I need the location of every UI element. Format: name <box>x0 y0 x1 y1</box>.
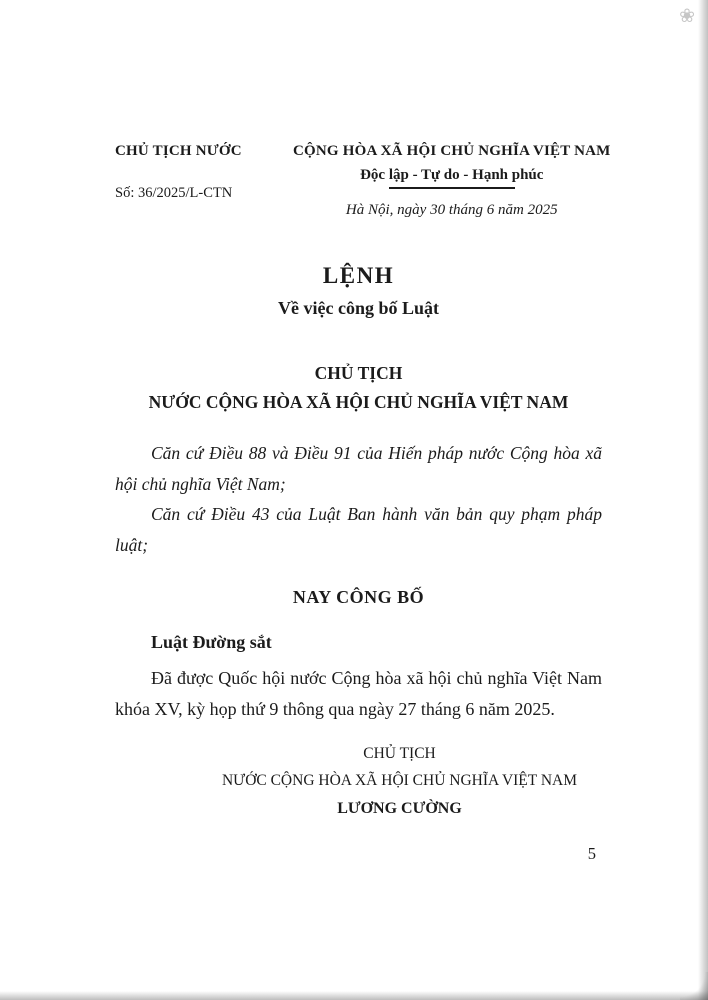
document-number: Số: 36/2025/L-CTN <box>115 185 233 201</box>
signer-title: CHỦ TỊCH <box>363 744 436 762</box>
place-date-line: Hà Nội, ngày 30 tháng 6 năm 2025 <box>345 202 558 218</box>
page-edge-right <box>698 0 708 1000</box>
legal-basis-1: Căn cứ Điều 88 và Điều 91 của Hiến pháp nước Cộng hòa xã hội chủ nghĩa Việt Nam; <box>115 442 602 494</box>
page-edge-corner <box>680 972 708 1000</box>
document-content <box>115 143 611 864</box>
page-edge-bottom <box>0 991 708 1000</box>
issuer-country: NƯỚC CỘNG HÒA XÃ HỘI CHỦ NGHĨA VIỆT NAM <box>148 392 569 413</box>
page-number: 5 <box>587 844 596 864</box>
passage-paragraph: Đã được Quốc hội nước Cộng hòa xã hội chủ nghĩa Việt Nam khóa XV, kỳ họp thứ 9 thông qua ngày 27 tháng 6 năm 2025. <box>115 667 602 720</box>
signature-block <box>187 740 612 825</box>
motto-underline <box>389 187 515 189</box>
issuer-title: CHỦ TỊCH <box>314 363 403 383</box>
signer-name: LƯƠNG CƯỜNG <box>337 800 462 818</box>
document-subtitle: Về việc công bố Luật <box>278 298 439 318</box>
legal-basis-2: Căn cứ Điều 43 của Luật Ban hành văn bản quy phạm pháp luật; <box>115 504 602 556</box>
flower-icon: ❀ <box>679 5 695 27</box>
document-header <box>115 143 611 219</box>
law-name: Luật Đường sắt <box>151 631 272 652</box>
issuing-authority: CHỦ TỊCH NƯỚC <box>115 143 242 159</box>
issuer-block <box>115 359 602 418</box>
header-right <box>275 143 611 219</box>
header-left <box>115 143 275 202</box>
proclamation-heading: NAY CÔNG BỐ <box>292 586 425 607</box>
signer-org: NƯỚC CỘNG HÒA XÃ HỘI CHỦ NGHĨA VIỆT NAM <box>221 772 578 790</box>
national-motto: Độc lập - Tự do - Hạnh phúc <box>360 167 544 183</box>
national-title: CỘNG HÒA XÃ HỘI CHỦ NGHĨA VIỆT NAM <box>293 143 611 159</box>
document-title: LỆNH <box>322 263 395 288</box>
